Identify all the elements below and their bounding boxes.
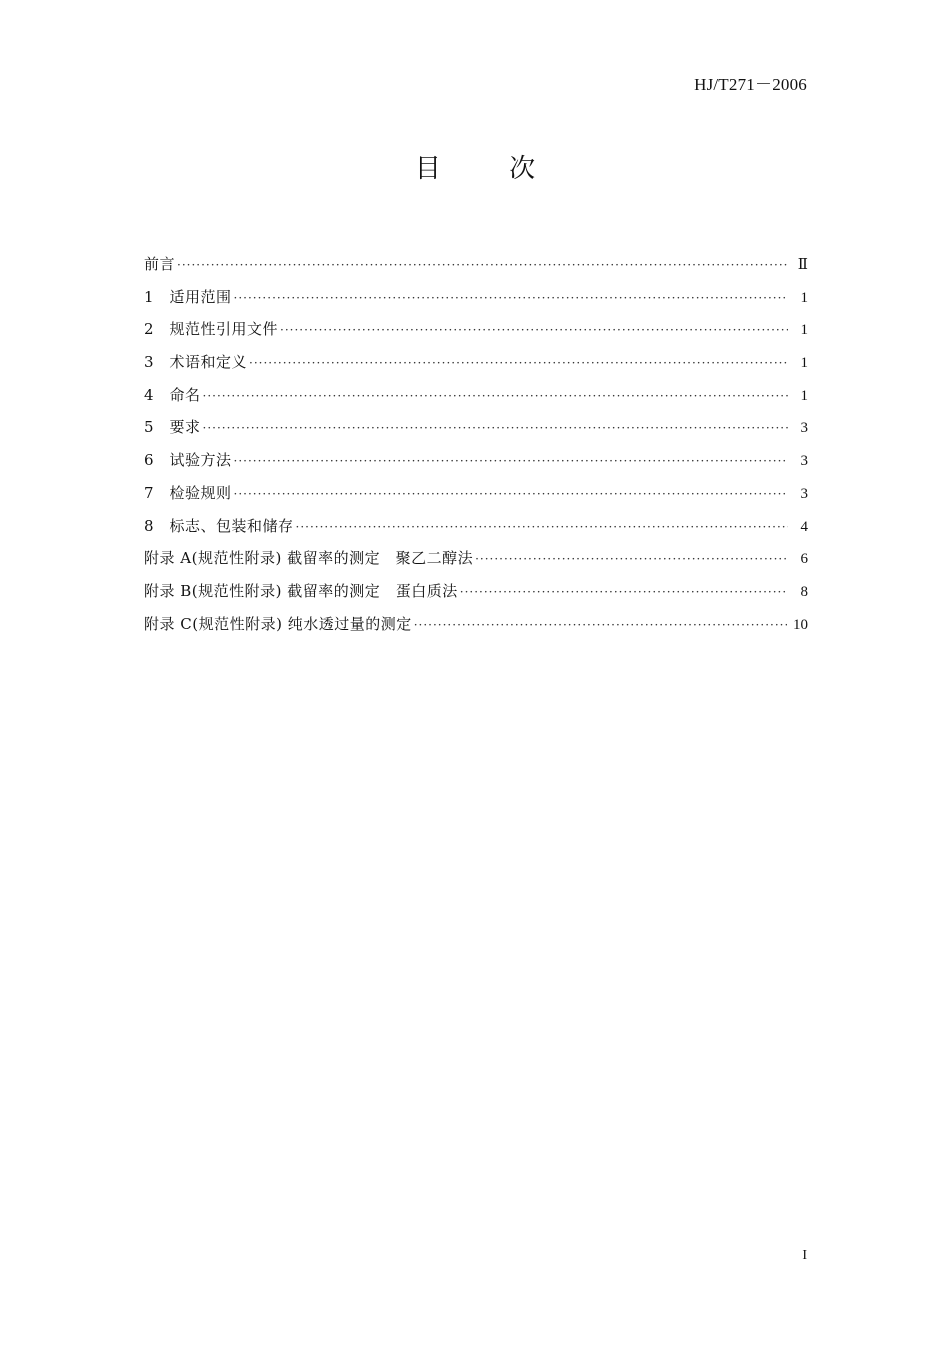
toc-leader-dots: [460, 585, 788, 599]
toc-leader-dots: [249, 356, 788, 370]
toc-entry-scope[interactable]: [144, 286, 808, 319]
toc-entry-page: Ⅱ: [797, 257, 808, 273]
toc-leader-dots: [177, 258, 788, 272]
page-number: I: [802, 1248, 807, 1263]
toc-entry-label: 2 规范性引用文件: [144, 320, 279, 339]
toc-entry-requirements[interactable]: [144, 416, 808, 449]
toc-entry-annex-a[interactable]: [144, 547, 808, 580]
toc-entry-label: 3 术语和定义: [144, 353, 248, 372]
toc-entry-label: 附录 C(规范性附录) 纯水透过量的测定: [144, 614, 412, 633]
toc-entry-page: 6: [800, 551, 808, 568]
standard-code: HJ/T271－2006: [694, 75, 807, 94]
toc-entry-page: 3: [800, 485, 808, 502]
toc-entry-marking-packaging[interactable]: [144, 515, 808, 548]
toc-entry-annex-b[interactable]: [144, 580, 808, 613]
toc-entry-page: 1: [800, 289, 808, 306]
toc-entry-annex-c[interactable]: [144, 613, 808, 646]
toc-entry-label: 附录 A(规范性附录) 截留率的测定 聚乙二醇法: [144, 549, 474, 568]
toc-entry-label: 6 试验方法: [144, 451, 232, 470]
toc-entry-label: 附录 B(规范性附录) 截留率的测定 蛋白质法: [144, 581, 458, 600]
toc-entry-label: 5 要求: [144, 418, 201, 437]
toc-entry-naming[interactable]: [144, 384, 808, 417]
toc-entry-page: 1: [800, 322, 808, 339]
toc-entry-page: 10: [793, 616, 808, 633]
toc-entry-normative-references[interactable]: [144, 318, 808, 351]
toc-entry-foreword[interactable]: [144, 253, 808, 286]
table-of-contents: [144, 253, 808, 645]
page-title: 目 次: [414, 154, 566, 184]
toc-entry-label: 8 标志、包装和储存: [144, 516, 294, 535]
toc-leader-dots: [280, 323, 788, 337]
toc-entry-test-methods[interactable]: [144, 449, 808, 482]
toc-entry-label: 前言: [144, 255, 176, 273]
toc-leader-dots: [203, 421, 788, 435]
toc-leader-dots: [234, 454, 788, 468]
toc-entry-page: 3: [800, 453, 808, 470]
toc-entry-page: 1: [800, 387, 808, 404]
toc-entry-label: 4 命名: [144, 385, 201, 404]
toc-leader-dots: [475, 552, 788, 566]
toc-entry-label: 7 检验规则: [144, 483, 232, 502]
toc-leader-dots: [234, 291, 788, 305]
toc-entry-label: 1 适用范围: [144, 287, 232, 306]
toc-leader-dots: [296, 520, 788, 534]
toc-entry-inspection-rules[interactable]: [144, 482, 808, 515]
toc-entry-page: 3: [800, 420, 808, 437]
toc-leader-dots: [234, 487, 788, 501]
toc-entry-terms-definitions[interactable]: [144, 351, 808, 384]
toc-entry-page: 8: [800, 583, 808, 600]
toc-leader-dots: [414, 618, 787, 632]
toc-leader-dots: [203, 389, 788, 403]
toc-entry-page: 4: [800, 518, 808, 535]
toc-entry-page: 1: [800, 355, 808, 372]
